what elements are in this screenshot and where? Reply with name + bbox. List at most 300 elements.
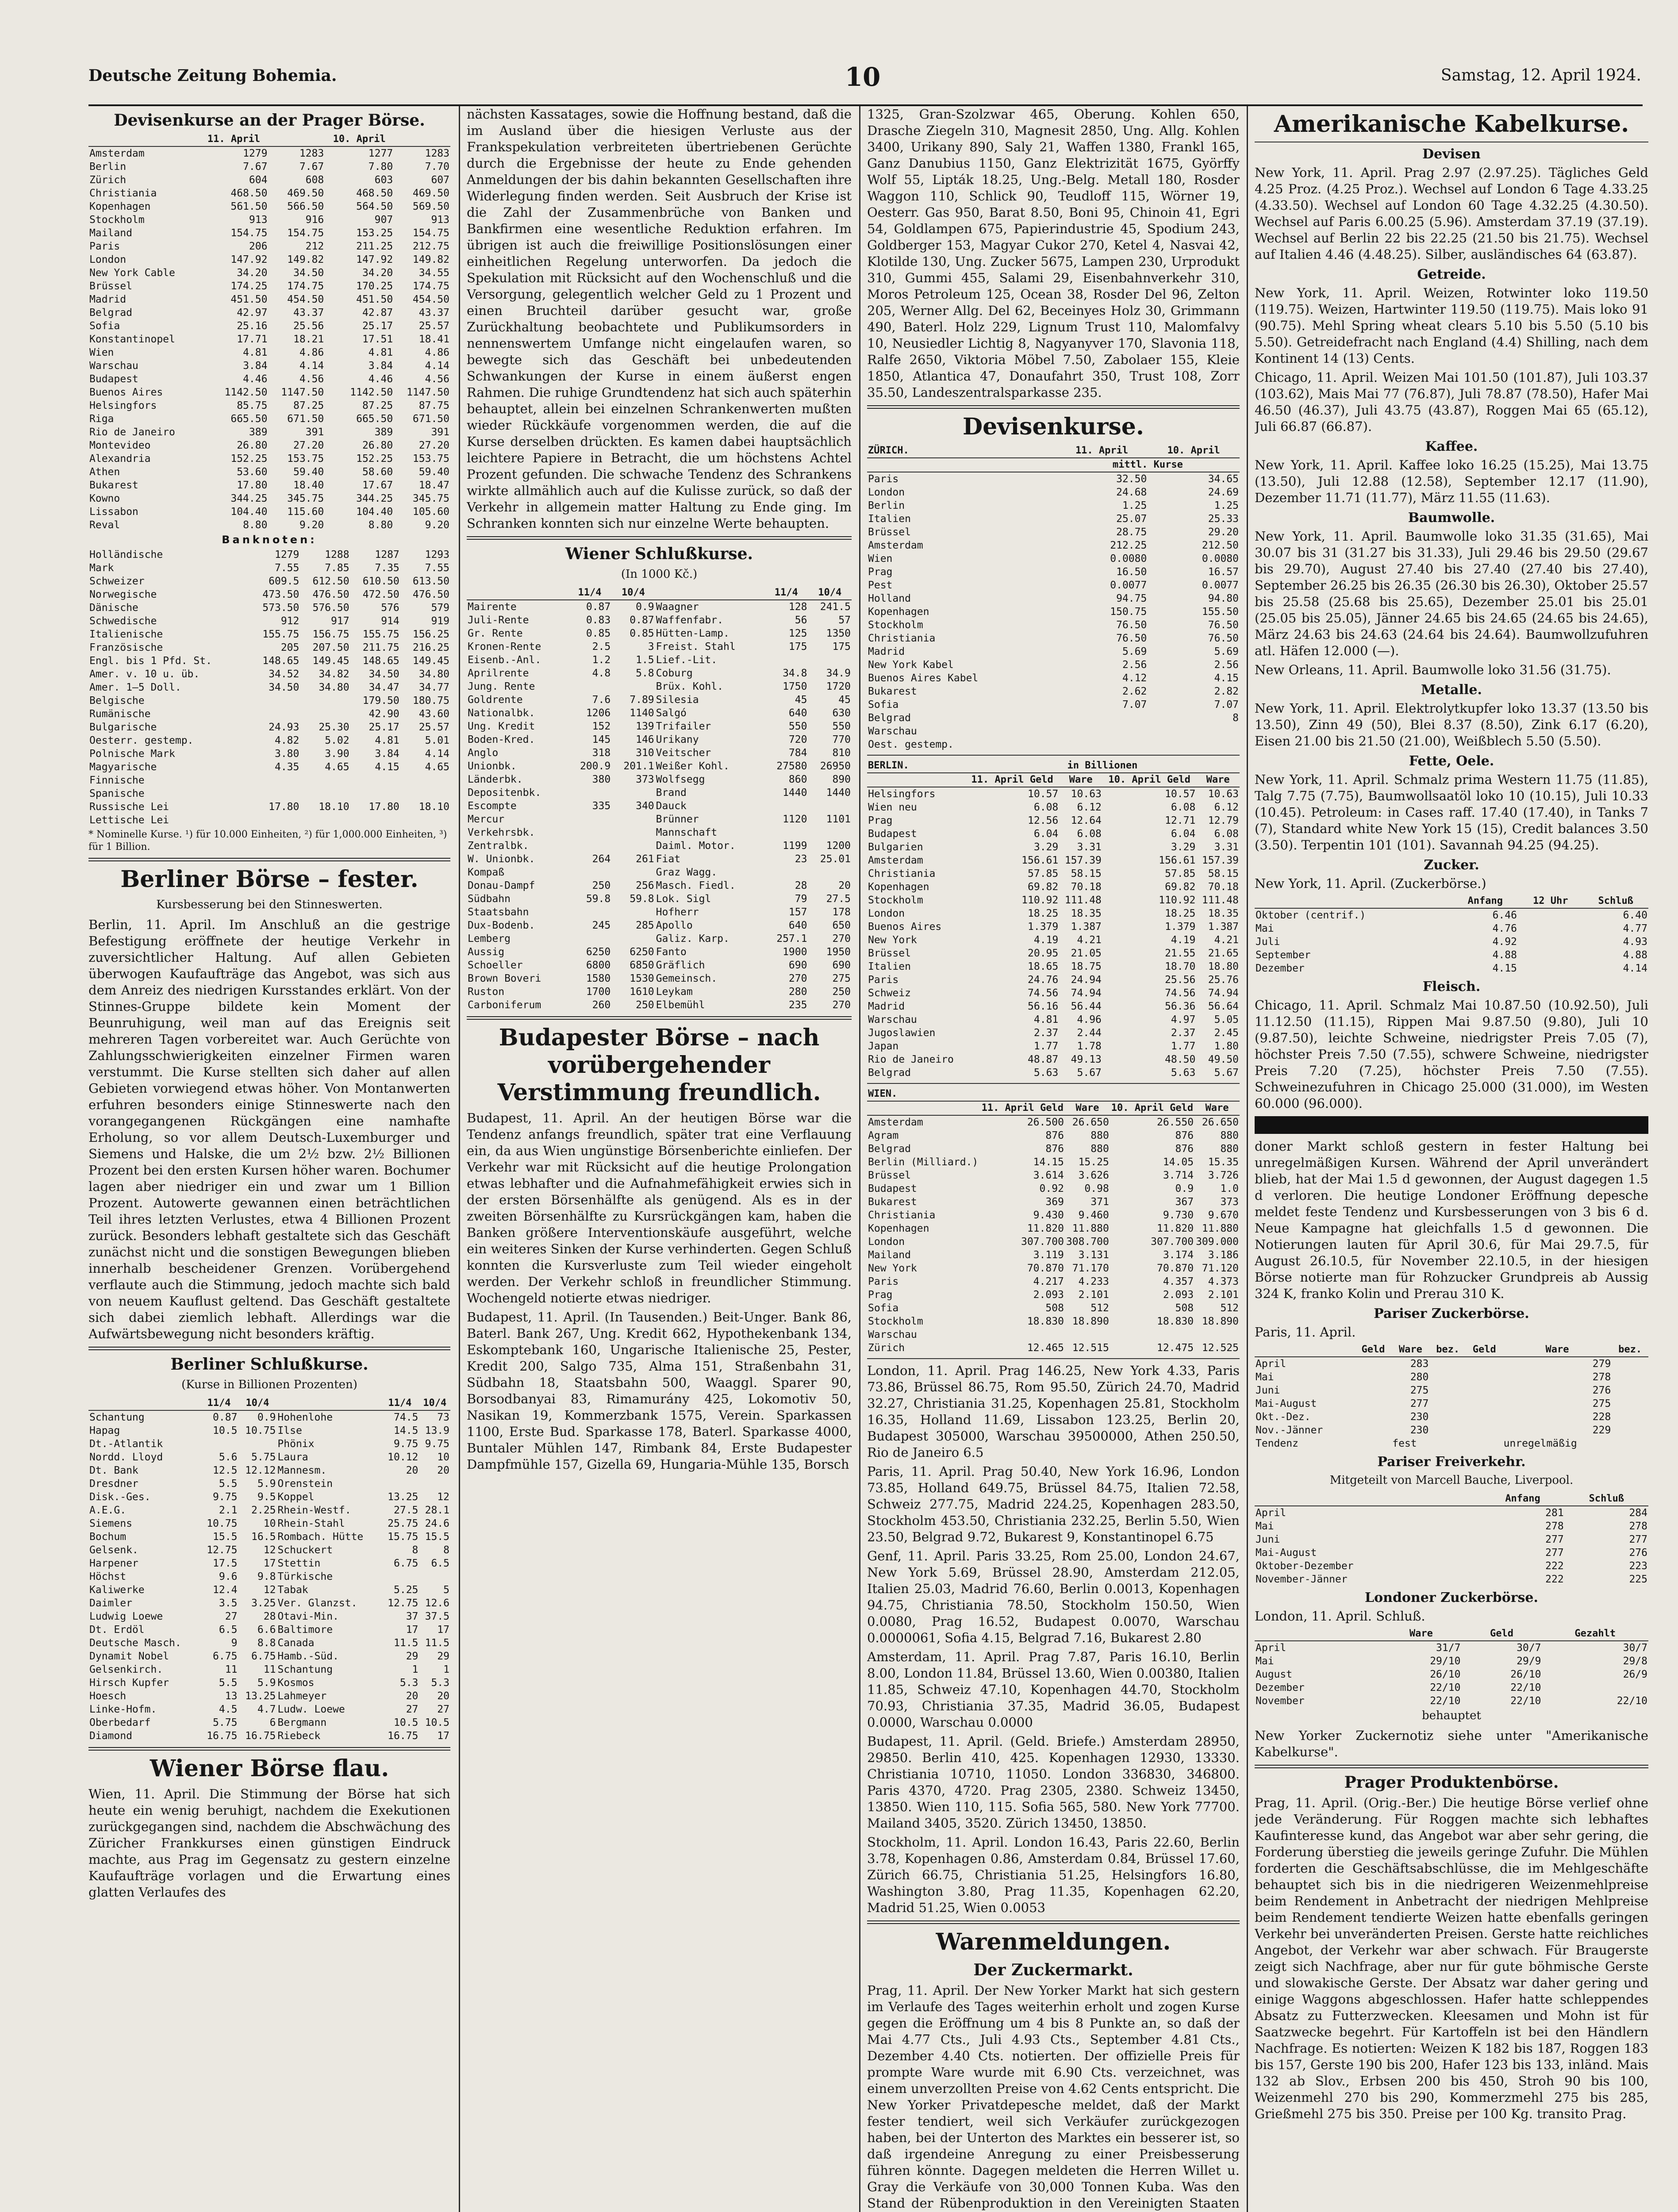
- cell-value: 147.92: [230, 254, 268, 265]
- table-header-cell: 11. April Geld: [965, 773, 1059, 787]
- cell-value: [1542, 1681, 1648, 1694]
- cell-value: 155.75: [262, 629, 300, 640]
- table-row: [88, 1451, 450, 1464]
- cell-value: 16.57: [1208, 566, 1239, 578]
- row-label: Bulgarische: [89, 722, 157, 733]
- row-label: Brüssel: [868, 1170, 911, 1181]
- cell-value: 59.8: [630, 893, 654, 905]
- cell-value: 15.35: [1208, 1156, 1239, 1168]
- cell-value: [1466, 1410, 1503, 1424]
- cell-value: 2.44: [1077, 1027, 1102, 1039]
- row-label: Fanto: [656, 946, 687, 958]
- cell-value: 241.5: [820, 601, 851, 613]
- cell-value: 26/10: [1430, 1669, 1461, 1680]
- table-row: [867, 645, 1240, 658]
- cell-value: 25.56: [293, 320, 324, 332]
- cell-value: 4.21: [1214, 934, 1239, 946]
- cell-value: 880: [1220, 1130, 1239, 1141]
- table-row: [88, 614, 450, 628]
- cell-value: 216.25: [412, 642, 449, 653]
- cell-value: 6250: [630, 946, 654, 958]
- cell-value: 17.71: [237, 334, 268, 345]
- cell-value: 3.726: [1208, 1170, 1239, 1181]
- cell-value: 128: [788, 601, 807, 613]
- cell-value: 4.93: [1623, 936, 1647, 948]
- cell-value: [1355, 1384, 1392, 1397]
- row-label: Kaliwerke: [89, 1584, 145, 1596]
- table-row: [867, 1288, 1240, 1302]
- row-label: Rhein-Westf.: [277, 1505, 351, 1516]
- row-label: Hoesch: [89, 1690, 127, 1702]
- row-label: Tendenz: [1256, 1438, 1298, 1449]
- cell-value: 3.90: [325, 748, 349, 760]
- cell-value: [250, 787, 300, 800]
- london-note: behauptet: [1422, 1709, 1481, 1722]
- table-row: [467, 614, 852, 627]
- cell-value: 4.86: [299, 347, 324, 358]
- table-header-cell: [467, 586, 568, 600]
- cell-value: 27.20: [293, 440, 324, 451]
- cell-value: 145: [592, 734, 611, 745]
- row-label: Athen: [89, 466, 120, 478]
- cell-value: 4.46: [243, 373, 268, 385]
- cell-value: 10.5: [394, 1717, 419, 1728]
- table-row: [867, 1341, 1240, 1355]
- row-label: unregelmäßig: [1503, 1438, 1577, 1449]
- cell-value: 10.75: [245, 1425, 276, 1436]
- cell-value: 17.80: [237, 480, 268, 491]
- table-row: [867, 579, 1240, 592]
- table-row: [867, 1235, 1240, 1248]
- cell-value: 34.65: [1208, 473, 1239, 485]
- cell-value: 156.61: [1159, 855, 1196, 866]
- cell-value: 5.3: [399, 1677, 419, 1689]
- cell-value: [1466, 1437, 1503, 1450]
- issue-date: Samstag, 12. April 1924.: [1440, 66, 1641, 84]
- cell-value: [1466, 1424, 1503, 1437]
- cell-value: 4.12: [1122, 672, 1147, 684]
- row-label: Anglo: [468, 747, 499, 759]
- kaffee-text: New York, 11. April. Kaffee loko 16.25 (15.25), Mai 13.75 (13.50), Juli 12.88 (12.58), September 12.17 (11.90), Dezember 11.71 (11.77), März 11.55 (11.63).: [1255, 457, 1648, 505]
- cell-value: [400, 774, 450, 787]
- cell-value: 4.56: [425, 373, 449, 385]
- cell-value: 2.56: [1122, 659, 1147, 671]
- cell-value: 18.70: [1165, 961, 1196, 972]
- row-label: Oesterr. gestemp.: [89, 735, 194, 746]
- paragraph: Stockholm, 11. April. London 16.43, Paris 22.60, Berlin 3.78, Kopenhagen 0.86, Amsterdam 0.84, Brüssel 17.60, Zürich 66.75, Christiania 51.25, Helsingfors 16.80, Washington 3.80, Prag 11.35, Kopenhagen 62.20, Madrid 51.25, Wien 0.0053: [867, 1835, 1240, 1915]
- row-label: Dt.-Atlantik: [89, 1438, 163, 1450]
- cell-value: 335: [592, 800, 611, 812]
- cell-value: 18.25: [1028, 908, 1059, 919]
- row-label: Trifailer: [656, 721, 711, 732]
- cell-value: [1518, 935, 1583, 949]
- row-label: Amer. 1–5 Doll.: [89, 682, 181, 693]
- cell-value: [568, 932, 611, 945]
- table-row: [867, 552, 1240, 565]
- cell-value: [1056, 725, 1148, 738]
- row-label: Bochum: [89, 1531, 127, 1543]
- cell-value: 154.75: [287, 227, 324, 239]
- row-label: Mai: [1256, 1371, 1274, 1383]
- cell-value: 1120: [783, 814, 807, 825]
- row-label: Holländische: [89, 549, 163, 561]
- table-row: [867, 486, 1240, 499]
- row-label: Mannesm.: [277, 1465, 327, 1476]
- cell-value: 2.1: [219, 1505, 238, 1516]
- cell-value: 20: [437, 1690, 449, 1702]
- row-label: Warschau: [868, 1014, 917, 1025]
- cell-value: 610.50: [362, 576, 399, 587]
- table-row: [867, 933, 1240, 947]
- cell-value: 18.41: [419, 334, 449, 345]
- row-label: Lief.-Lit.: [656, 654, 718, 666]
- table-row: [88, 173, 450, 187]
- cell-value: [1429, 1424, 1466, 1437]
- cell-value: 20: [406, 1690, 419, 1702]
- row-label: Mairente: [468, 601, 517, 613]
- cell-value: 344.25: [356, 493, 393, 504]
- row-label: Waagner: [656, 601, 699, 613]
- cell-value: 26.650: [1202, 1117, 1239, 1128]
- row-label: November-Jänner: [1256, 1574, 1348, 1585]
- cell-value: 345.75: [412, 493, 449, 504]
- cell-value: 17: [437, 1730, 449, 1742]
- cell-value: 42.97: [237, 307, 268, 319]
- table-row: [867, 725, 1240, 738]
- row-label: Amer. v. 10 u. üb.: [89, 668, 200, 680]
- row-label: Christiania: [89, 188, 157, 199]
- cell-value: 2.101: [1078, 1289, 1109, 1301]
- paragraph: 1325, Gran-Szolzwar 465, Oberung. Kohlen 650, Drasche Ziegeln 310, Magnesit 2850, Ung. Allg. Kohlen 3400, Urikany 890, Saly 21, Waffen 1380, Frankl 165, Ganz Danubius 1150, Ganz Elektrizität 1675, Györffy Wolf 55, Lipták 18.25, Ung.-Belg. Metall 180, Rosder Waggon 110, Schlick 90, Teudloff 115, Wörner 19, Oesterr. Gas 950, Barat 8.50, Boni 95, Chinoin 41, Egri 54, Goldlampen 675, Papierindustrie 45, Spodium 243, Goldberger 153, Magyar Cukor 270, Ketel 4, Nasvai 42, Klotilde 130, Ung. Zucker 5675, Lampen 230, Urprodukt 310, Gummi 455, Salami 29, Eisenbahnverkehr 310, Moros Petroleum 125, Ocean 38, Rosder Del 96, Zelton 205, Werner Allg. Del 62, Beceinyes Holz 30, Grimmann 490, Baterl. Holz 229, Lignum Trust 110, Malomfalvy 10, Neusiedler Lichtig 8, Nagyanyver 170, Slavonia 118, Ralfe 2650, Viktoria Möbel 7.50, Zabolaer 155, Kleie 1850, Atlantica 47, Donaufahrt 350, Trust 108, Zorr 35.50, Landeszentralsparkasse 235.: [867, 107, 1240, 400]
- row-label: Engl. bis 1 Pfd. St.: [89, 655, 212, 667]
- table-header-cell: Ware: [1503, 1343, 1612, 1357]
- cell-value: 24.68: [1116, 487, 1147, 498]
- row-label: Mark: [89, 562, 114, 574]
- getreide-label: Getreide.: [1417, 267, 1486, 282]
- cell-value: 174.75: [287, 280, 324, 292]
- cell-value: 3.80: [274, 748, 300, 760]
- separator: [867, 405, 1240, 409]
- cell-value: 24.94: [1071, 974, 1102, 986]
- cell-value: 3.614: [1033, 1170, 1064, 1181]
- cell-value: 4.77: [1623, 923, 1647, 934]
- devisen-footnote: * Nominelle Kurse. ¹) für 10.000 Einheiten, ²) für 1,000.000 Einheiten, ³) für 1 Billion.: [88, 829, 447, 853]
- row-label: Belgrad: [868, 1067, 911, 1079]
- table-header-cell: [1255, 1492, 1481, 1506]
- cell-value: 154.75: [412, 227, 449, 239]
- table-row: [1255, 1655, 1648, 1668]
- cell-value: [764, 866, 808, 879]
- cell-value: 0.85: [586, 628, 611, 639]
- kaffee-label: Kaffee.: [1425, 439, 1478, 454]
- baumwolle-orleans-text: New Orleans, 11. April. Baumwolle loko 31.56 (31.75).: [1255, 662, 1611, 677]
- row-label: Elbemühl: [656, 999, 705, 1011]
- cell-value: 469.50: [287, 188, 324, 199]
- table-header-cell: 10. April Geld: [1110, 1101, 1194, 1115]
- cell-value: [568, 813, 611, 826]
- cell-value: 2.25: [251, 1505, 276, 1516]
- table-header-cell: 10. April: [325, 133, 394, 146]
- cell-value: 5.67: [1214, 1067, 1239, 1079]
- table-header-cell: [655, 586, 764, 600]
- cell-value: 281: [1545, 1507, 1564, 1519]
- cell-value: 79: [795, 893, 807, 905]
- cell-value: 18.830: [1027, 1316, 1064, 1327]
- cell-value: 26.550: [1156, 1117, 1194, 1128]
- cell-value: 15.25: [1078, 1156, 1109, 1168]
- table-header-cell: 11/4: [380, 1397, 419, 1410]
- table-row: [88, 333, 450, 346]
- cell-value: 170.25: [356, 280, 393, 292]
- cell-value: 16.75: [245, 1730, 276, 1742]
- cell-value: 200.9: [580, 760, 611, 772]
- cell-value: 25.16: [237, 320, 268, 332]
- cell-value: 344.25: [230, 493, 268, 504]
- table-row: [88, 200, 450, 213]
- table-row: [467, 813, 852, 826]
- cell-value: 876: [1045, 1143, 1064, 1155]
- cell-value: 157.39: [1064, 855, 1102, 866]
- table-row: [88, 439, 450, 452]
- cell-value: 37: [406, 1611, 419, 1622]
- table-row: [88, 1517, 450, 1530]
- prager-produkten-text: Prag, 11. April. (Orig.-Ber.) Die heutige Börse verlief ohne jede Veränderung. Für Roggen machte sich lebhaftes Kaufinteresse kund, das Angebot war aber sehr gering, die Forderung überstieg die jeweils geringe Zufuhr. Die Mühlen forderten die Geschäftsabschlüsse, die im Mehlgeschäfte behauptet sich bis in die niedrigeren Weizenmehlpreise beim Rendement in Anbetracht der niedrigen Mehlpreise beim Rendement tendierte Weizen hatte ebenfalls geringen Verkehr bei unveränderten Preisen. Gerste hatte reichliches Angebot, der Verkehr war aber schwach. Für Braugerste zeigt sich Nachfrage, aber nur für gute böhmische Gerste und slowakische Gerste. Der Absatz war daher gering und einige Waggons abgeschlossen. Hafer hatte schleppendes Absatz zu Futterzwecken. Kleesamen und Mohn ist für Saatzwecke begehrt. Für Kartoffeln ist bei den Händlern Nachfrage. Es notierten: Weizen K 182 bis 187, Roggen 183 bis 157, Gerste 190 bis 200, Hafer 123 bis 133, inländ. Mais 132 ab Slov., Erbsen 200 bis 450, Stroh 90 bis 100, Weizenmehl 270 bis 290, Kommerzmehl 275 bis 285, Grießmehl 275 bis 350. Preise per 100 Kg. transito Prag.: [1255, 1795, 1648, 2121]
- cell-value: [1429, 1397, 1466, 1410]
- cell-value: 174.75: [412, 280, 449, 292]
- table-row: [467, 826, 852, 839]
- cell-value: 1147.50: [407, 387, 449, 398]
- cell-value: [300, 707, 350, 721]
- table-row: [88, 1716, 450, 1729]
- cell-value: [1466, 1371, 1503, 1384]
- row-label: Hamb.-Süd.: [277, 1651, 339, 1662]
- row-label: Dänische: [89, 602, 138, 614]
- cell-value: 245: [592, 920, 611, 931]
- table-row: [867, 1169, 1240, 1182]
- cell-value: 784: [788, 747, 807, 759]
- cell-value: 5: [443, 1584, 449, 1596]
- cell-value: 17: [437, 1624, 449, 1636]
- table-row: [88, 187, 450, 200]
- row-label: Wien: [89, 347, 114, 358]
- table-row: [867, 1156, 1240, 1169]
- table-row: [88, 654, 450, 668]
- row-label: Japan: [868, 1041, 899, 1052]
- cell-value: 12.475: [1156, 1342, 1194, 1354]
- row-label: Belgrad: [868, 712, 911, 724]
- cell-value: 250: [636, 999, 654, 1011]
- row-label: Depositenbk.: [468, 787, 541, 799]
- budapest-continued: [867, 106, 1240, 401]
- cell-value: 222: [1545, 1574, 1564, 1585]
- row-label: Höchst: [89, 1571, 127, 1582]
- table-row: [88, 721, 450, 734]
- table-row: [467, 693, 852, 707]
- row-label: London: [89, 254, 127, 265]
- cell-value: [1355, 1397, 1392, 1410]
- table-row: [467, 773, 852, 786]
- cell-value: 4.82: [274, 735, 300, 746]
- cell-value: 110.92: [1021, 895, 1059, 906]
- cell-value: 23: [795, 853, 807, 865]
- berlin-boerse-text: [88, 917, 450, 1342]
- table-row: [867, 1142, 1240, 1156]
- row-label: Stockholm: [868, 895, 923, 906]
- row-label: Oest. gestemp.: [868, 739, 954, 750]
- cell-value: 13.9: [425, 1425, 449, 1436]
- table-row: [88, 800, 450, 814]
- pariser-freiverkehr-table: [1255, 1492, 1648, 1586]
- cell-value: 907: [374, 214, 393, 226]
- table-header-cell: [88, 133, 199, 146]
- cell-value: [1466, 1357, 1503, 1371]
- table-header-cell: bez.: [1612, 1343, 1648, 1357]
- row-label: September: [1256, 949, 1311, 961]
- cell-value: 155.75: [362, 629, 399, 640]
- cell-value: 4.56: [299, 373, 324, 385]
- row-label: Warschau: [868, 1329, 917, 1340]
- cell-value: 564.50: [356, 201, 393, 212]
- table-row: [88, 359, 450, 373]
- row-label: Mailand: [868, 1249, 911, 1261]
- separator: [867, 1358, 1240, 1359]
- cell-value: 149.45: [412, 655, 449, 667]
- separator: [867, 1920, 1240, 1924]
- row-label: November: [1256, 1695, 1305, 1707]
- cell-value: 18.890: [1202, 1316, 1239, 1327]
- cell-value: 11.5: [425, 1637, 449, 1649]
- cell-value: 10.57: [1165, 788, 1196, 800]
- row-label: Dauck: [656, 800, 687, 812]
- row-label: Mai-August: [1256, 1398, 1317, 1409]
- cell-value: 345.75: [287, 493, 324, 504]
- cell-value: 149.82: [412, 254, 449, 265]
- cell-value: [611, 786, 655, 799]
- cell-value: 0.0080: [1202, 553, 1239, 565]
- row-label: Deutsche Masch.: [89, 1637, 181, 1649]
- cell-value: 4.217: [1033, 1276, 1064, 1287]
- table-row: [88, 479, 450, 492]
- cell-value: 4.81: [243, 347, 268, 358]
- cell-value: 57.85: [1028, 868, 1059, 879]
- table-header-cell: [1255, 1343, 1355, 1357]
- table-header-cell: Ware: [1391, 1343, 1429, 1357]
- paragraph: Amsterdam, 11. April. Prag 7.87, Paris 16.10, Berlin 8.00, London 11.84, Brüssel 13.60, Wien 0.00380, Italien 11.85, Schweiz 47.10, Kopenhagen 44.70, Stockholm 70.93, Christiania 37.35, Madrid 36.05, Budapest 0.0000, Warschau 0.0000: [867, 1649, 1240, 1730]
- cell-value: 3.31: [1077, 841, 1102, 853]
- cell-value: 27.5: [826, 893, 851, 905]
- cell-value: 175: [788, 641, 807, 653]
- wiener-schlusskurse-table: [467, 586, 852, 1012]
- cell-value: [238, 1437, 276, 1451]
- kabel-devisen-text: New York, 11. April. Prag 2.97 (2.97.25). Tägliches Geld 4.25 Proz. (4.25 Proz.). Wechsel auf London 6 Tage 4.33.25 (4.33.50). Wechsel auf London 60 Tage 4.32.25 (4.30.50). Wechsel auf Paris 6.00.25 (5.96). Amsterdam 37.19 (37.19). Wechsel auf Berlin 22 bis 22.25 (21.50 bis 21.75). Wechsel auf Italien 4.46 (4.48.25). Silber, ausländisches 64 (63.87).: [1255, 165, 1648, 262]
- cell-value: [300, 787, 350, 800]
- table-row: [867, 512, 1240, 526]
- table-row: [867, 920, 1240, 933]
- cell-value: 4.96: [1077, 1014, 1102, 1025]
- cell-value: 1.25: [1214, 500, 1239, 511]
- row-label: Waffenfabr.: [656, 614, 723, 626]
- row-label: Agram: [868, 1130, 899, 1141]
- table-row: [467, 746, 852, 760]
- cell-value: [1110, 1328, 1194, 1341]
- cell-value: 1142.50: [350, 387, 393, 398]
- row-label: Bukarest: [868, 686, 917, 697]
- table-row: [88, 628, 450, 641]
- row-label: Reval: [89, 519, 120, 531]
- row-label: Berlin (Milliard.): [868, 1156, 979, 1168]
- cell-value: 18.35: [1208, 908, 1239, 919]
- table-row: [88, 293, 450, 306]
- cell-value: [568, 680, 611, 693]
- row-label: Dt. Erdöl: [89, 1624, 145, 1636]
- cell-value: 6250: [586, 946, 611, 958]
- row-label: Südbahn: [468, 893, 511, 905]
- row-label: A.E.G.: [89, 1505, 127, 1516]
- cell-value: 603: [374, 174, 393, 186]
- cell-value: 7.35: [375, 562, 399, 574]
- table-row: [867, 987, 1240, 1000]
- cell-value: 4.65: [325, 761, 349, 773]
- table-header-cell: Ware: [1196, 773, 1240, 787]
- row-label: Bukarest: [868, 1196, 917, 1208]
- cell-value: 139: [636, 721, 654, 732]
- table-row: [88, 518, 450, 532]
- row-label: Ver. Glanzst.: [277, 1598, 357, 1609]
- cell-value: 1277: [368, 148, 393, 159]
- row-label: New York Cable: [89, 267, 175, 279]
- cell-value: 225: [1629, 1574, 1647, 1585]
- cell-value: 125: [788, 628, 807, 639]
- cell-value: 27.5: [394, 1505, 419, 1516]
- cell-value: 665.50: [230, 413, 268, 425]
- row-label: Nordd. Lloyd: [89, 1452, 163, 1463]
- row-label: Buenos Aires: [89, 387, 163, 398]
- cell-value: 24.69: [1208, 487, 1239, 498]
- cell-value: 2.101: [1208, 1289, 1239, 1301]
- berlin-boerse-title: Berliner Börse – fester.: [120, 866, 419, 893]
- table-row: [467, 720, 852, 733]
- table-row: [1255, 1546, 1648, 1559]
- cell-value: 1.379: [1028, 921, 1059, 933]
- wiener-schlusskurse-subtitle: (In 1000 Kč.): [621, 568, 698, 581]
- cell-value: [1518, 962, 1583, 975]
- cell-value: 12.71: [1165, 815, 1196, 826]
- cell-value: 27: [406, 1704, 419, 1715]
- row-label: Kompaß: [468, 867, 505, 878]
- table-header-cell: Geld: [1461, 1627, 1542, 1641]
- table-row: [867, 947, 1240, 960]
- table-row: [1255, 1437, 1648, 1450]
- cell-value: 115.60: [287, 506, 324, 518]
- cell-value: 9.75: [394, 1438, 419, 1450]
- cell-value: 147.92: [356, 254, 393, 265]
- table-row: [88, 1597, 450, 1610]
- cell-value: 260: [592, 999, 611, 1011]
- table-header-cell: Anfang: [1452, 895, 1518, 908]
- cell-value: 1142.50: [224, 387, 268, 398]
- cell-value: 10: [263, 1518, 276, 1529]
- table-row: [1255, 1533, 1648, 1546]
- row-label: Polnische Mark: [89, 748, 175, 760]
- table-row: [867, 539, 1240, 552]
- cell-value: 7.67: [243, 161, 268, 173]
- cell-value: 3.29: [1171, 841, 1196, 853]
- cell-value: 277: [1545, 1534, 1564, 1545]
- cell-value: 1.379: [1165, 921, 1196, 933]
- table-row: [88, 373, 450, 386]
- cell-value: 25.17: [369, 722, 399, 733]
- row-label: Mercur: [468, 814, 505, 825]
